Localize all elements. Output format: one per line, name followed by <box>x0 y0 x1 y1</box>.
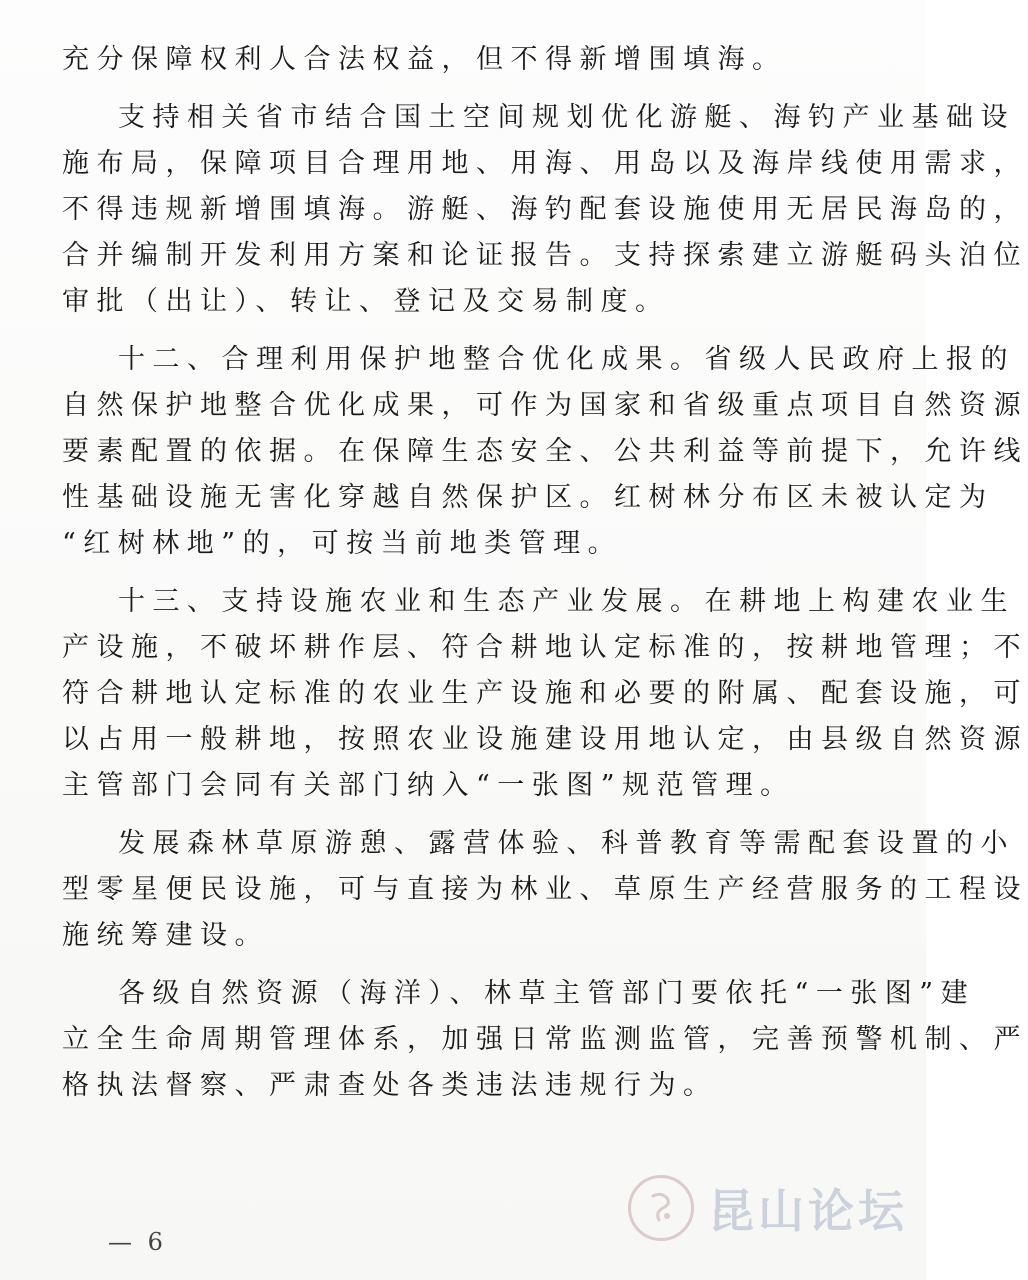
text-line: 性基础设施无害化穿越自然保护区。红树林分布区未被认定为 <box>62 482 994 513</box>
text-line: 审批（出让）、转让、登记及交易制度。 <box>62 286 670 317</box>
text-line: 十三、支持设施农业和生态产业发展。在耕地上构建农业生 <box>118 586 1015 617</box>
page-number: — 6 <box>108 1228 167 1256</box>
text-line: 以占用一般耕地，按照农业设施建设用地认定，由县级自然资源 <box>62 724 1028 755</box>
text-line: 型零星便民设施，可与直接为林业、草原生产经营服务的工程设 <box>62 874 1028 905</box>
text-line: 符合耕地认定标准的农业生产设施和必要的附属、配套设施，可 <box>62 678 1028 709</box>
text-line: 立全生命周期管理体系，加强日常监测监管，完善预警机制、严 <box>62 1024 1028 1055</box>
kunshan-forum-logo-icon <box>628 1175 694 1241</box>
text-line: 合并编制开发利用方案和论证报告。支持探索建立游艇码头泊位 <box>62 240 1028 271</box>
watermark-text: 昆山论坛 <box>708 1184 908 1238</box>
text-line: 格执法督察、严肃查处各类违法违规行为。 <box>62 1070 718 1101</box>
text-line: 充分保障权利人合法权益，但不得新增围填海。 <box>62 44 787 75</box>
watermark <box>628 1170 924 1246</box>
text-line: 产设施，不破坏耕作层、符合耕地认定标准的，按耕地管理；不 <box>62 632 1028 663</box>
text-line: 施布局，保障项目合理用地、用海、用岛以及海岸线使用需求， <box>62 148 1028 179</box>
text-line: “红树林地”的，可按当前地类管理。 <box>62 528 623 559</box>
text-line: 发展森林草原游憩、露营体验、科普教育等需配套设置的小 <box>118 828 1015 859</box>
text-line: 不得违规新增围填海。游艇、海钓配套设施使用无居民海岛的， <box>62 194 1028 225</box>
text-line: 各级自然资源（海洋）、林草主管部门要依托“一张图”建 <box>118 978 976 1009</box>
text-line: 主管部门会同有关部门纳入“一张图”规范管理。 <box>62 770 795 801</box>
text-line: 十二、合理利用保护地整合优化成果。省级人民政府上报的 <box>118 344 1015 375</box>
text-line: 支持相关省市结合国土空间规划优化游艇、海钓产业基础设 <box>118 102 1015 133</box>
text-line: 自然保护地整合优化成果，可作为国家和省级重点项目自然资源 <box>62 390 1028 421</box>
text-line: 要素配置的依据。在保障生态安全、公共利益等前提下，允许线 <box>62 436 1028 467</box>
text-line: 施统筹建设。 <box>62 920 269 951</box>
